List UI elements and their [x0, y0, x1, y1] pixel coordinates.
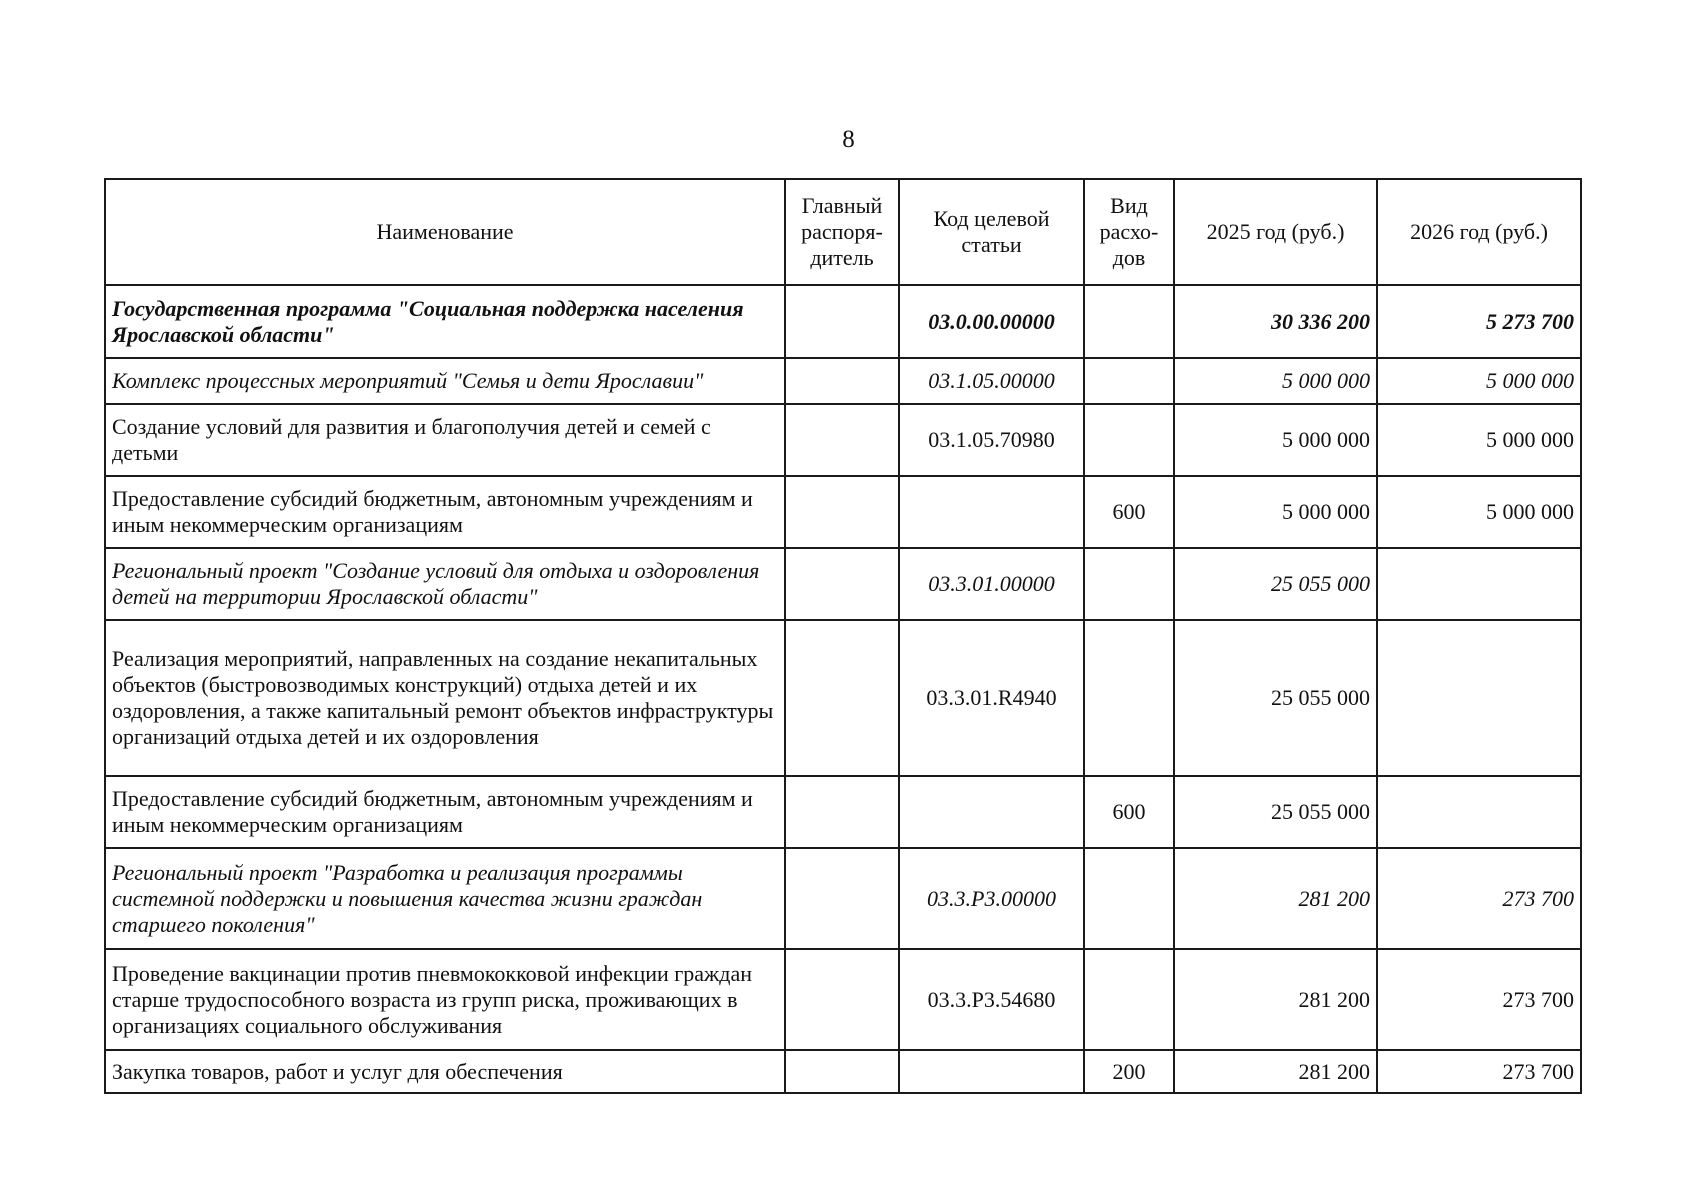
header-expense-type: Вид расхо-дов — [1084, 179, 1174, 285]
row-code: 03.3.P3.00000 — [899, 848, 1084, 949]
row-name: Проведение вакцинации против пневмококковой инфекции граждан старше трудоспособного возраста из групп риска, проживающих в организациях социального обслуживания — [105, 949, 785, 1050]
row-expense-type — [1084, 358, 1174, 404]
row-year-2025: 281 200 — [1174, 848, 1377, 949]
row-manager — [785, 848, 899, 949]
row-year-2026 — [1377, 620, 1581, 776]
row-manager — [785, 404, 899, 476]
row-year-2026 — [1377, 776, 1581, 848]
row-expense-type: 600 — [1084, 476, 1174, 548]
row-manager — [785, 285, 899, 358]
table-row — [105, 620, 1581, 776]
row-expense-type — [1084, 404, 1174, 476]
row-year-2026: 5 000 000 — [1377, 358, 1581, 404]
header-manager: Главный распоря-дитель — [785, 179, 899, 285]
row-expense-type: 200 — [1084, 1050, 1174, 1093]
row-year-2025: 25 055 000 — [1174, 620, 1377, 776]
row-code — [899, 476, 1084, 548]
row-code: 03.3.01.00000 — [899, 548, 1084, 620]
row-code — [899, 1050, 1084, 1093]
row-year-2026: 5 000 000 — [1377, 476, 1581, 548]
row-manager — [785, 949, 899, 1050]
row-year-2026 — [1377, 548, 1581, 620]
row-code: 03.0.00.00000 — [899, 285, 1084, 358]
row-year-2026: 5 273 700 — [1377, 285, 1581, 358]
row-name: Комплекс процессных мероприятий "Семья и дети Ярославии" — [105, 358, 785, 404]
table-row — [105, 548, 1581, 620]
row-expense-type: 600 — [1084, 776, 1174, 848]
table-row — [105, 476, 1581, 548]
row-year-2025: 281 200 — [1174, 1050, 1377, 1093]
row-year-2025: 25 055 000 — [1174, 776, 1377, 848]
row-manager — [785, 548, 899, 620]
row-manager — [785, 776, 899, 848]
table-header-row — [105, 179, 1581, 285]
table-row — [105, 848, 1581, 949]
header-year-2025: 2025 год (руб.) — [1174, 179, 1377, 285]
row-year-2025: 5 000 000 — [1174, 476, 1377, 548]
row-expense-type — [1084, 285, 1174, 358]
row-year-2026: 273 700 — [1377, 848, 1581, 949]
header-year-2026: 2026 год (руб.) — [1377, 179, 1581, 285]
row-code: 03.1.05.70980 — [899, 404, 1084, 476]
page-number: 8 — [842, 126, 855, 153]
row-name: Предоставление субсидий бюджетным, автономным учреждениям и иным некоммерческим организациям — [105, 476, 785, 548]
header-name: Наименование — [105, 179, 785, 285]
row-name: Региональный проект "Разработка и реализация программы системной поддержки и повышения качества жизни граждан старшего поколения" — [105, 848, 785, 949]
row-code: 03.3.01.R4940 — [899, 620, 1084, 776]
row-manager — [785, 620, 899, 776]
row-year-2025: 5 000 000 — [1174, 404, 1377, 476]
table-row — [105, 1050, 1581, 1093]
row-year-2026: 273 700 — [1377, 1050, 1581, 1093]
row-year-2025: 281 200 — [1174, 949, 1377, 1050]
row-expense-type — [1084, 548, 1174, 620]
row-year-2026: 5 000 000 — [1377, 404, 1581, 476]
row-expense-type — [1084, 620, 1174, 776]
row-expense-type — [1084, 949, 1174, 1050]
table-row — [105, 404, 1581, 476]
row-name: Закупка товаров, работ и услуг для обеспечения — [105, 1050, 785, 1093]
row-name: Государственная программа "Социальная поддержка населения Ярославской области" — [105, 285, 785, 358]
row-manager — [785, 476, 899, 548]
row-name: Предоставление субсидий бюджетным, автономным учреждениям и иным некоммерческим организациям — [105, 776, 785, 848]
table-row — [105, 776, 1581, 848]
row-expense-type — [1084, 848, 1174, 949]
row-manager — [785, 1050, 899, 1093]
table-row — [105, 358, 1581, 404]
table-row — [105, 949, 1581, 1050]
row-year-2025: 5 000 000 — [1174, 358, 1377, 404]
table-row — [105, 285, 1581, 358]
row-manager — [785, 358, 899, 404]
row-year-2025: 30 336 200 — [1174, 285, 1377, 358]
row-name: Региональный проект "Создание условий для отдыха и оздоровления детей на территории Ярославской области" — [105, 548, 785, 620]
row-name: Реализация мероприятий, направленных на создание некапитальных объектов (быстровозводимых конструкций) отдыха детей и их оздоровления, а также капитальный ремонт объектов инфраструктуры организаций отдыха детей и их оздоровления — [105, 620, 785, 776]
row-name: Создание условий для развития и благополучия детей и семей с детьми — [105, 404, 785, 476]
row-year-2025: 25 055 000 — [1174, 548, 1377, 620]
row-code: 03.1.05.00000 — [899, 358, 1084, 404]
budget-table — [104, 178, 1582, 1094]
row-year-2026: 273 700 — [1377, 949, 1581, 1050]
row-code: 03.3.P3.54680 — [899, 949, 1084, 1050]
header-code: Код целевой статьи — [899, 179, 1084, 285]
row-code — [899, 776, 1084, 848]
